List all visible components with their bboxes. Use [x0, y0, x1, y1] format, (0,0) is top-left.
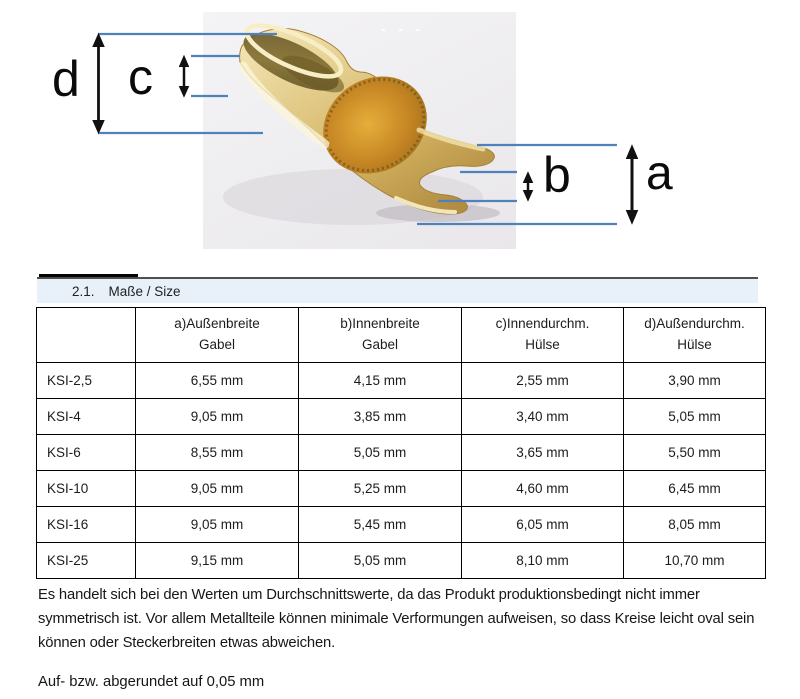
- product-photo: [203, 12, 516, 249]
- value-cell-a: 8,55 mm: [136, 435, 299, 471]
- value-cell-b: 3,85 mm: [299, 399, 462, 435]
- arrow-c-head-top: [180, 56, 189, 67]
- table-row: [37, 399, 766, 435]
- header-c-line2: Hülse: [525, 337, 560, 352]
- table-row: [37, 435, 766, 471]
- value-cell-a: 9,05 mm: [136, 507, 299, 543]
- header-d-line2: Hülse: [677, 337, 712, 352]
- arrow-c-head-bottom: [180, 87, 189, 97]
- arrow-b-head-top: [524, 173, 533, 183]
- dimension-label-a: a: [646, 147, 673, 200]
- table-row: [37, 471, 766, 507]
- table-header-row: [37, 308, 766, 363]
- value-cell-a: 9,15 mm: [136, 543, 299, 579]
- header-cell-empty: [37, 308, 136, 363]
- model-cell: KSI-10: [37, 471, 136, 507]
- header-cell-d: [624, 308, 766, 363]
- rounding-note: Auf- bzw. abgerundet auf 0,05 mm: [38, 674, 265, 690]
- model-cell: KSI-6: [37, 435, 136, 471]
- table-row: [37, 543, 766, 579]
- value-cell-a: 9,05 mm: [136, 471, 299, 507]
- value-cell-a: 6,55 mm: [136, 363, 299, 399]
- disclaimer-text: Es handelt sich bei den Werten um Durchschnittswerte, da das Produkt produktionsbedingt nicht immer symmetrisch ist. Vor allem Metallteile können minimale Verformungen aufweisen, so dass Kreise leicht oval sein können oder Steckerbreiten etwas abweichen.: [38, 587, 755, 651]
- model-cell: KSI-25: [37, 543, 136, 579]
- arrow-d-head-top: [93, 34, 104, 47]
- value-cell-d: 5,50 mm: [624, 435, 766, 471]
- model-cell: KSI-16: [37, 507, 136, 543]
- value-cell-c: 4,60 mm: [462, 471, 624, 507]
- arrow-d-head-bottom: [93, 121, 104, 134]
- header-b-line1: b)Innenbreite: [340, 316, 420, 332]
- value-cell-b: 5,25 mm: [299, 471, 462, 507]
- model-cell: KSI-2,5: [37, 363, 136, 399]
- value-cell-b: 5,45 mm: [299, 507, 462, 543]
- header-a-line1: a)Außenbreite: [174, 316, 260, 332]
- value-cell-a: 9,05 mm: [136, 399, 299, 435]
- dimension-label-c: c: [128, 49, 153, 105]
- value-cell-b: 5,05 mm: [299, 435, 462, 471]
- arrow-a-head-top: [627, 146, 638, 159]
- model-cell: KSI-4: [37, 399, 136, 435]
- table-row: [37, 507, 766, 543]
- value-cell-d: 10,70 mm: [624, 543, 766, 579]
- value-cell-c: 2,55 mm: [462, 363, 624, 399]
- header-c-line1: c)Innendurchm.: [495, 316, 590, 332]
- value-cell-d: 5,05 mm: [624, 399, 766, 435]
- size-table: [36, 307, 766, 579]
- header-b-line2: Gabel: [361, 337, 399, 352]
- value-cell-d: 6,45 mm: [624, 471, 766, 507]
- value-cell-d: 8,05 mm: [624, 507, 766, 543]
- value-cell-b: 5,05 mm: [299, 543, 462, 579]
- fork-terminal-illustration: [203, 12, 516, 249]
- dimension-diagram: [0, 0, 800, 272]
- value-cell-c: 3,65 mm: [462, 435, 624, 471]
- arrow-b-head-bottom: [524, 191, 533, 201]
- header-a-line2: Gabel: [198, 337, 236, 352]
- section-title: Maße / Size: [108, 283, 181, 299]
- value-cell-b: 4,15 mm: [299, 363, 462, 399]
- dimension-label-d: d: [52, 51, 80, 107]
- table-row: [37, 363, 766, 399]
- section-number: 2.1.: [72, 283, 95, 299]
- value-cell-d: 3,90 mm: [624, 363, 766, 399]
- value-cell-c: 6,05 mm: [462, 507, 624, 543]
- header-d-line1: d)Außendurchm.: [644, 316, 745, 332]
- value-cell-c: 8,10 mm: [462, 543, 624, 579]
- header-cell-a: [136, 308, 299, 363]
- header-cell-c: [462, 308, 624, 363]
- arrow-a-head-bottom: [627, 211, 638, 224]
- section-header-bar: [37, 279, 758, 303]
- dimension-label-b: b: [543, 147, 571, 203]
- photo-marks: - - -: [381, 21, 425, 38]
- header-cell-b: [299, 308, 462, 363]
- value-cell-c: 3,40 mm: [462, 399, 624, 435]
